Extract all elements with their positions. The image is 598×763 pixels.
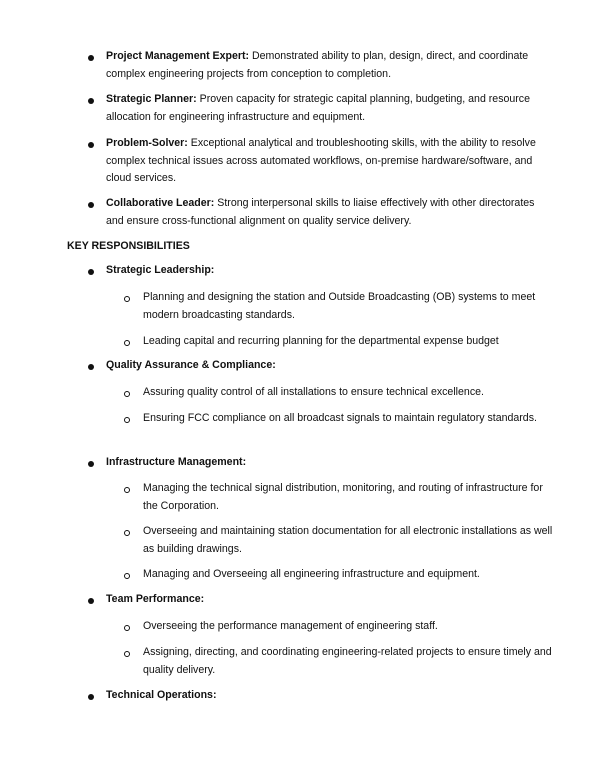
sub-item: Overseeing and maintaining station documentation for all electronic installations as well as building drawings. (143, 525, 553, 555)
sub-item: Managing the technical signal distribution, monitoring, and routing of infrastructure for the Corporation. (143, 482, 543, 512)
sub-item: Planning and designing the station and Outside Broadcasting (OB) systems to meet modern broadcasting standards. (143, 291, 536, 321)
sub-bullet-icon (124, 417, 130, 423)
sub-item: Assuring quality control of all installations to ensure technical excellence. (143, 386, 484, 398)
category-strategic-leadership: Strategic Leadership: (106, 264, 215, 276)
sub-item: Managing and Overseeing all engineering infrastructure and equipment. (143, 568, 480, 580)
bullet-icon (88, 364, 94, 370)
sub-item: Assigning, directing, and coordinating engineering-related projects to ensure timely and quality delivery. (143, 646, 552, 676)
sub-bullet-icon (124, 573, 130, 579)
bullet-icon (88, 202, 94, 208)
bullet-icon (88, 598, 94, 604)
section-heading-key-responsibilities: KEY RESPONSIBILITIES (67, 240, 190, 252)
sub-bullet-icon (124, 651, 130, 657)
bullet-icon (88, 55, 94, 61)
sub-bullet-icon (124, 296, 130, 302)
bullet-icon (88, 269, 94, 275)
category-quality-assurance: Quality Assurance & Compliance: (106, 359, 276, 371)
sub-item: Ensuring FCC compliance on all broadcast signals to maintain regulatory standards. (143, 412, 537, 424)
sub-bullet-icon (124, 391, 130, 397)
sub-bullet-icon (124, 340, 130, 346)
category-technical-operations: Technical Operations: (106, 689, 217, 701)
bullet-icon (88, 461, 94, 467)
sub-bullet-icon (124, 625, 130, 631)
bullet-collaborative-leader: Collaborative Leader: Strong interpersonal skills to liaise effectively with other directorates and ensure cross-functional alignment on quality service delivery. (106, 197, 535, 227)
bullet-strategic-planner: Strategic Planner: Proven capacity for strategic capital planning, budgeting, and resource allocation for engineering infrastructure and equipment. (106, 93, 530, 123)
sub-item: Overseeing the performance management of engineering staff. (143, 620, 438, 632)
bullet-icon (88, 98, 94, 104)
sub-item: Leading capital and recurring planning for the departmental expense budget (143, 335, 499, 347)
sub-bullet-icon (124, 530, 130, 536)
bullet-project-management: Project Management Expert: Demonstrated ability to plan, design, direct, and coordinate complex engineering projects from conception to completion. (106, 50, 529, 80)
sub-bullet-icon (124, 487, 130, 493)
bullet-icon (88, 142, 94, 148)
bullet-icon (88, 694, 94, 700)
category-team-performance: Team Performance: (106, 593, 205, 605)
category-infrastructure-management: Infrastructure Management: (106, 456, 247, 468)
bullet-problem-solver: Problem-Solver: Exceptional analytical and troubleshooting skills, with the ability to resolve complex technical issues across automated workflows, on-premise hardware/software, and cloud services. (106, 137, 536, 184)
